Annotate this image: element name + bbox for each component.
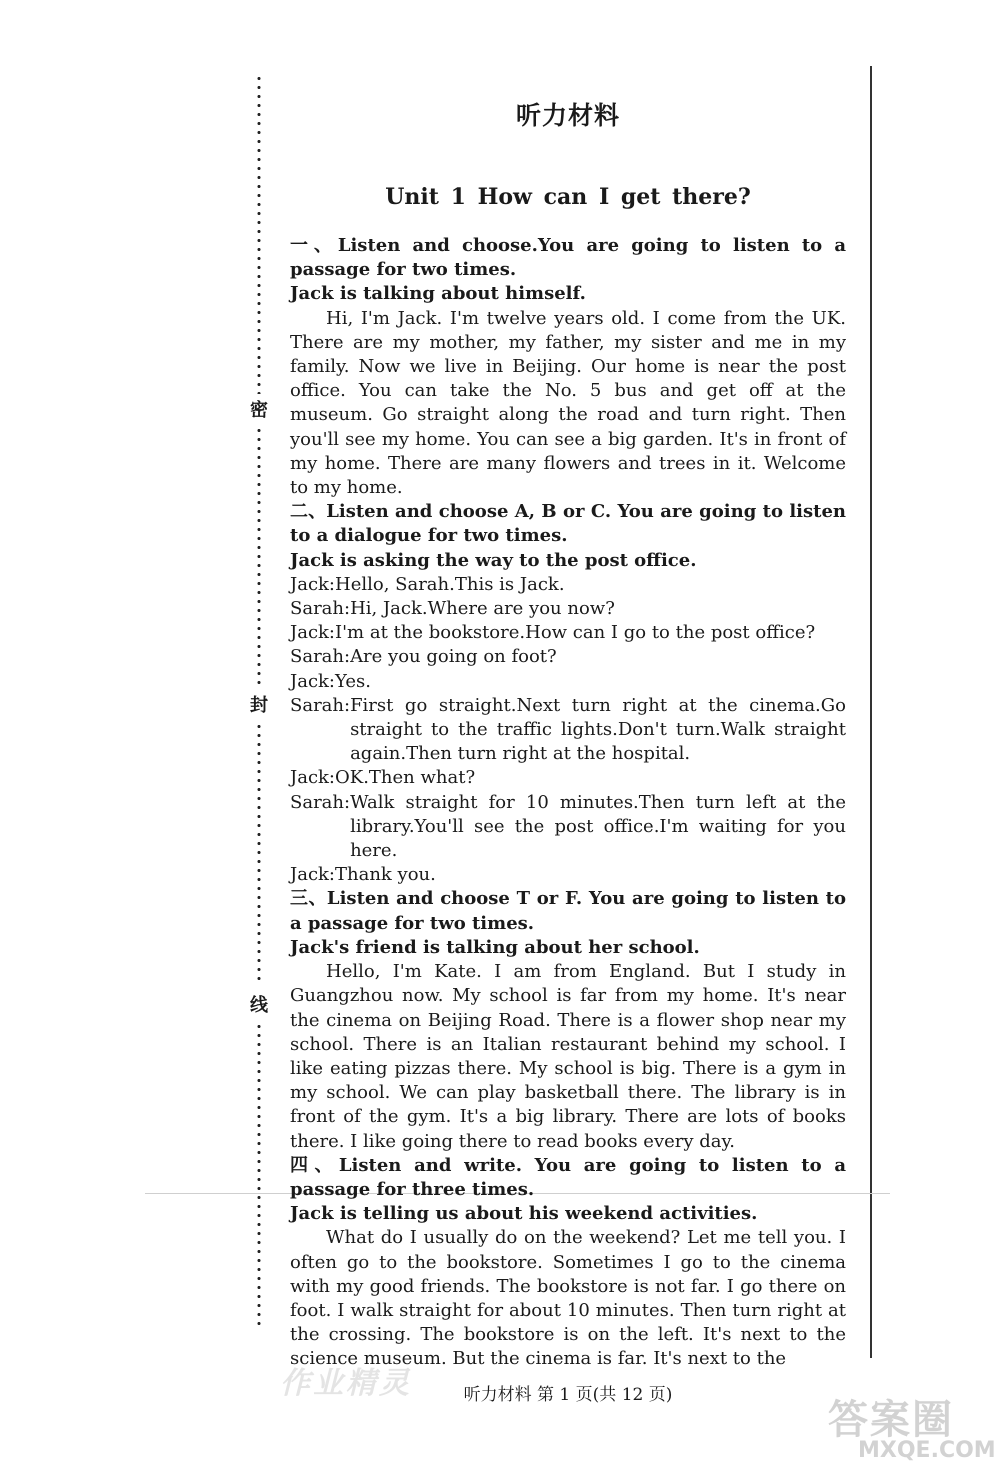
dialogue-speaker: Sarah: [290, 694, 351, 716]
section-2-heading: 二、Listen and choose A, B or C. You are going to listen to a dialogue for two times. [290, 501, 846, 547]
seal-mark-mi: 密 [250, 400, 268, 421]
dialogue-speaker: Jack: [290, 864, 335, 886]
dialogue-text: Thank you. [335, 864, 436, 886]
section-3-passage: Hello, I'm Kate. I am from England. But I study in Guangzhou now. My school is far from my home. It's near the cinema on Beijing Road. There is a flower shop near my school. There is an Italian restaurant behind my school. I like eating pizzas there. My school is big. There is a gym in my school. We can play basketball there. The library is in front of the gym. It's a big library. There are lots of books there. I like going there to read books every day. [290, 961, 846, 1152]
dialogue-text: Hello, Sarah.This is Jack. [335, 573, 565, 595]
dialogue-line [290, 694, 846, 767]
dialogue-speaker: Jack: [290, 767, 335, 789]
seal-mark-xian: 线 [250, 995, 268, 1016]
dialogue-line [290, 621, 846, 645]
section-1-heading: 一、Listen and choose.You are going to listen to a passage for two times. [290, 235, 846, 281]
dialogue-text: OK.Then what? [335, 767, 476, 789]
dialogue-speaker: Jack: [290, 573, 335, 595]
section-2-desc: Jack is asking the way to the post office. [290, 549, 697, 571]
dialogue-speaker: Jack: [290, 622, 335, 644]
unit-title: Unit 1 How can I get there? [385, 184, 751, 210]
dialogue-text: I'm at the bookstore.How can I go to the post office? [335, 622, 816, 644]
dialogue-speaker: Sarah: [290, 646, 351, 668]
seal-mark-feng: 封 [250, 695, 268, 716]
dialogue-line [290, 597, 846, 621]
page-title: 听力材料 [515, 101, 620, 130]
dialogue-line [290, 573, 846, 597]
dialogue-speaker: Sarah: [290, 598, 351, 620]
dialogue-speaker: Jack: [290, 670, 335, 692]
section-3-heading: 三、Listen and choose T or F. You are going to listen to a passage for two times. [290, 888, 846, 934]
dialogue-line [290, 863, 846, 887]
faint-watermark: 作业精灵 [280, 1366, 412, 1401]
dialogue-line [290, 645, 846, 669]
section-4-heading: 四、Listen and write. You are going to listen to a passage for three times. [290, 1154, 846, 1200]
dialogue-text: Walk straight for 10 minutes.Then turn left at the library.You'll see the post office.I'm waiting for you here. [350, 791, 846, 862]
dialogue-text: Hi, Jack.Where are you now? [350, 598, 615, 620]
dialogue-line [290, 670, 846, 694]
dialogue-line [290, 791, 846, 864]
listening-content [290, 234, 846, 1372]
binding-dotted-line [256, 1022, 262, 1330]
binding-dotted-line [256, 722, 262, 985]
dialogue-text: Are you going on foot? [350, 646, 557, 668]
dialogue-speaker: Sarah: [290, 791, 351, 813]
dialogue-text: First go straight.Next turn right at the cinema.Go straight to the traffic lights.Don't turn.Walk straight again.Then turn right at the hospital. [350, 694, 846, 765]
dialogue-text: Yes. [335, 670, 371, 692]
dialogue-line [290, 766, 846, 790]
logo-watermark: 答案圈 [828, 1396, 954, 1443]
binding-dotted-line [256, 426, 262, 690]
logo-watermark-url: MXQE.COM [858, 1438, 996, 1463]
page-footer: 听力材料 第 1 页(共 12 页) [463, 1385, 673, 1405]
right-border-line [870, 66, 872, 1358]
section-2-dialogue [290, 573, 846, 888]
section-3-desc: Jack's friend is talking about her school. [290, 936, 700, 958]
binding-dotted-line [256, 74, 262, 394]
section-4-desc: Jack is telling us about his weekend activities. [290, 1203, 758, 1225]
section-1-desc: Jack is talking about himself. [290, 283, 586, 305]
section-1-passage: Hi, I'm Jack. I'm twelve years old. I come from the UK. There are my mother, my father, my sister and me in my family. Now we live in Beijing. Our home is near the post office. You can take the No. 5 bus and get off at the museum. Go straight along the road and turn right. Then you'll see my home. You can see a big garden. It's in front of my home. There are many flowers and trees in it. Welcome to my home. [290, 307, 846, 499]
section-4-passage: What do I usually do on the weekend? Let me tell you. I often go to the bookstore. Sometimes I go to the cinema with my good friends. The bookstore is not far. I go there on foot. I walk straight for about 10 minutes. Then turn right at the crossing. The bookstore is on the left. It's next to the science museum. But the cinema is far. It's next to the [290, 1227, 846, 1370]
